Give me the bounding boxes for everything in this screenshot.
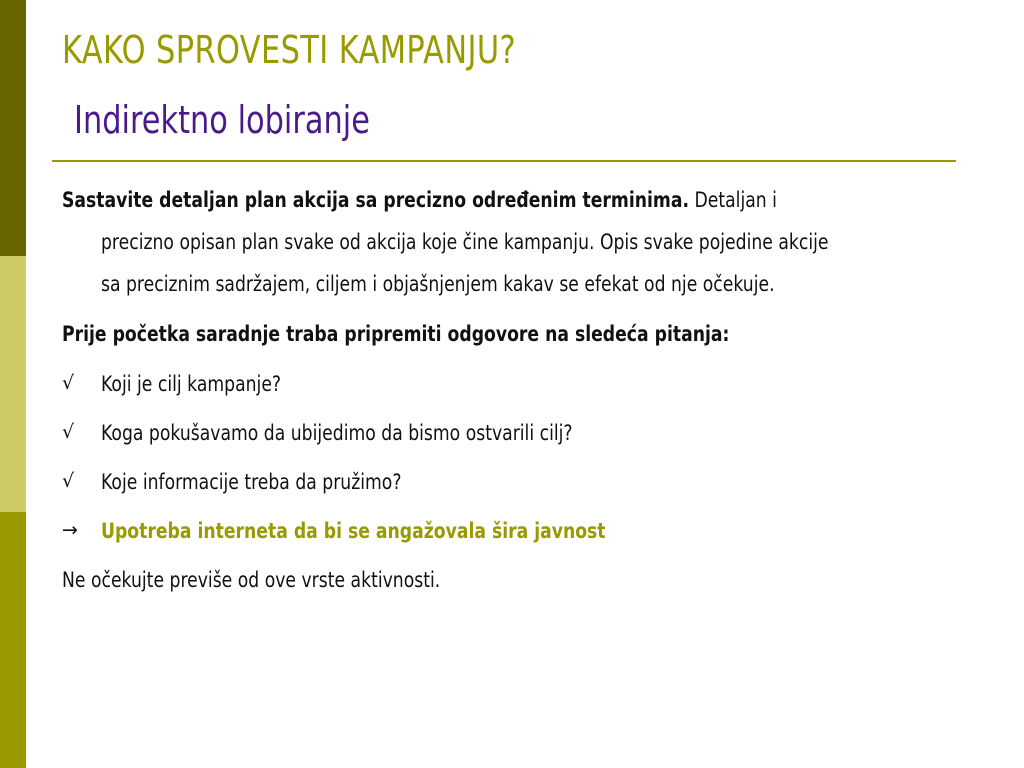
sidebar-band-top xyxy=(0,0,26,256)
sidebar-band-middle xyxy=(0,256,26,512)
paragraph-1-rest: Detaljan i xyxy=(694,188,777,212)
slide-title: KAKO SPROVESTI KAMPANJU? xyxy=(62,28,517,72)
sidebar-band-bottom xyxy=(0,512,26,768)
paragraph-2: Prije početka saradnje traba pripremiti odgovore na sledeća pitanja: xyxy=(62,322,730,346)
checklist-item: √ Koga pokušavamo da ubijedimo da bismo ostvarili cilj? xyxy=(62,421,573,445)
check-icon: √ xyxy=(62,372,75,394)
arrow-item: → Upotreba interneta da bi se angažovala šira javnost xyxy=(62,519,606,543)
paragraph-1-line-2: precizno opisan plan svake od akcija koje čine kampanju. Opis svake pojedine akcije xyxy=(101,230,829,254)
title-divider xyxy=(52,160,956,162)
closing-note: Ne očekujte previše od ove vrste aktivnosti. xyxy=(62,568,441,592)
checklist-item: √ Koji je cilj kampanje? xyxy=(62,372,282,396)
arrow-right-icon: → xyxy=(62,519,78,541)
paragraph-1-line-3: sa preciznim sadržajem, ciljem i objašnjenjem kakav se efekat od nje očekuje. xyxy=(101,272,775,296)
check-icon: √ xyxy=(62,470,75,492)
slide-subtitle: Indirektno lobiranje xyxy=(74,98,370,142)
checklist-item: √ Koje informacije treba da pružimo? xyxy=(62,470,402,494)
paragraph-1-bold: Sastavite detaljan plan akcija sa precizno određenim terminima. xyxy=(62,188,690,212)
paragraph-1-line-1 xyxy=(62,188,934,212)
check-icon: √ xyxy=(62,421,75,443)
